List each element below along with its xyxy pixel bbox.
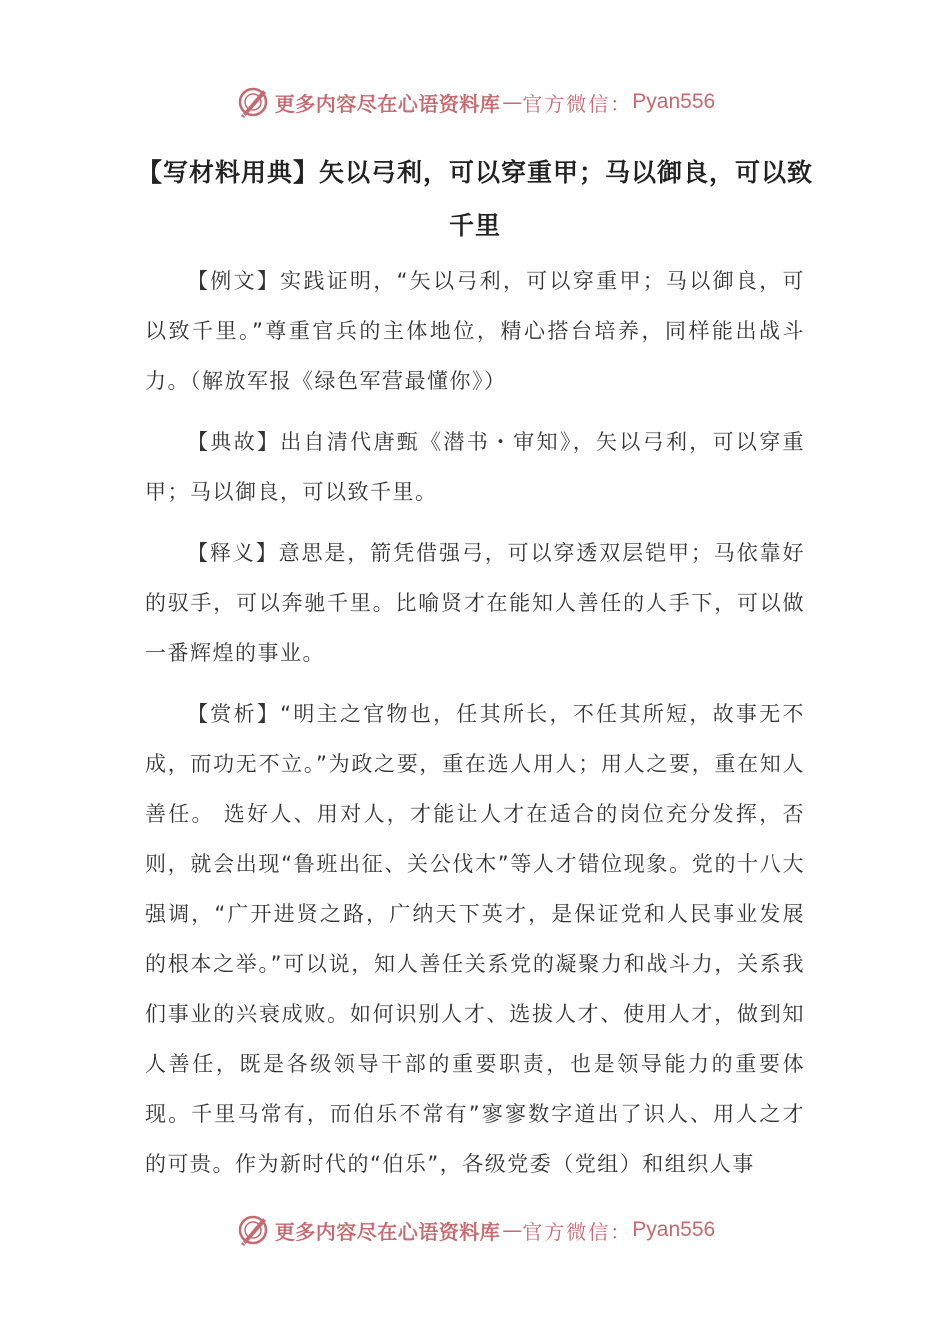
paragraph-text: “明主之官物也，任其所长，不任其所短，故事无不成，而功无不立。”为政之要，重在选人用人；用人之要，重在知人善任。 选好人、用对人，才能让人才在适合的岗位充分发挥，否则，就会出现“鲁班出征、关公伐木”等人才错位现象。党的十八大强调，“广开进贤之路，广纳天下英才，是保证党和人民事业发展的根本之举。”可以说，知人善任关系党的凝聚力和战斗力，关系我们事业的兴衰成败。如何识别人才、选拔人才、使用人才，做到知人善任，既是各级领导干部的重要职责，也是领导能力的重要体现。千里马常有，而伯乐不常有”寥寥数字道出了识人、用人之才的可贵。作为新时代的“伯乐”，各级党委（党组）和组织人事	[145, 702, 805, 1176]
watermark-id: Pyan556	[632, 90, 716, 113]
paragraph-example	[145, 256, 805, 406]
page-title: 【写材料用典】矢以弓利，可以穿重甲；马以御良，可以致千里	[136, 158, 813, 240]
article-body	[145, 256, 805, 1200]
watermark-text: 更多内容尽在心语资料库	[274, 1219, 501, 1244]
pen-logo-icon	[235, 84, 271, 120]
watermark-id: Pyan556	[632, 1218, 716, 1241]
paragraph-text: 出自清代唐甄《潜书・审知》，矢以弓利，可以穿重甲；马以御良，可以致千里。	[145, 430, 806, 504]
paragraph-allusion	[145, 417, 805, 517]
paragraph-text: 实践证明，“矢以弓利，可以穿重甲；马以御良，可以致千里。”尊重官兵的主体地位，精心搭台培养，同样能出战斗力。（解放军报《绿色军营最懂你》）	[145, 269, 805, 393]
paragraph-appreciation	[145, 689, 805, 1189]
footer-watermark	[0, 1208, 950, 1252]
paragraph-meaning	[145, 528, 805, 678]
paragraph-text: 意思是，箭凭借强弓，可以穿透双层铠甲；马依靠好的驭手，可以奔驰千里。比喻贤才在能知人善任的人手下，可以做一番辉煌的事业。	[145, 541, 806, 665]
paragraph-tag: 【典故】	[187, 430, 281, 454]
paragraph-tag: 【赏析】	[187, 702, 281, 726]
watermark-label: 官方微信：	[522, 91, 633, 116]
watermark-separator: —	[502, 1218, 521, 1242]
pen-logo-icon	[235, 1212, 271, 1248]
paragraph-tag: 【例文】	[187, 269, 281, 293]
watermark-separator: —	[502, 90, 521, 114]
watermark-text: 更多内容尽在心语资料库	[274, 91, 501, 116]
header-watermark	[0, 80, 950, 124]
watermark-label: 官方微信：	[522, 1219, 633, 1244]
paragraph-tag: 【释义】	[187, 541, 279, 565]
